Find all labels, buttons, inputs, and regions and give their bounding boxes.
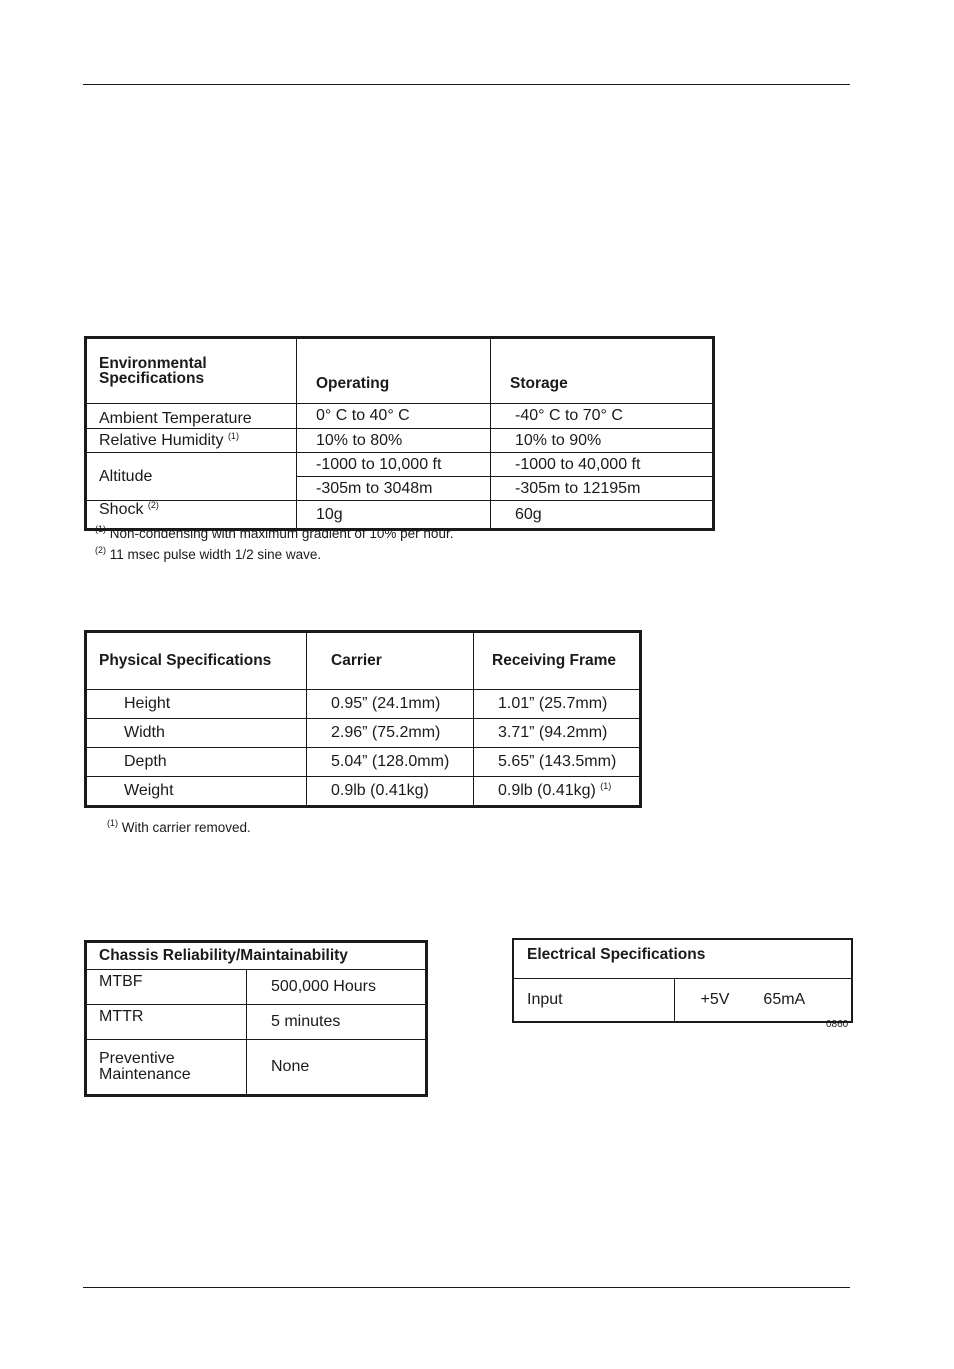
altitude-label: Altitude <box>86 453 297 501</box>
input-current: 65mA <box>763 991 806 1008</box>
phys-header-carrier: Carrier <box>307 632 474 690</box>
env-footnote-1 <box>95 526 453 541</box>
table-row <box>86 719 641 748</box>
env-footnote-2 <box>95 547 321 562</box>
phys-footnote <box>107 820 251 835</box>
footnote-marker: (1) <box>600 781 612 791</box>
footnote-marker: (1) <box>227 430 239 441</box>
table-row <box>86 1040 427 1096</box>
height-carrier: 0.95” (24.1mm) <box>307 690 474 719</box>
preventive-maintenance-label <box>86 1040 247 1096</box>
width-label: Width <box>86 719 307 748</box>
phys-header-receiving-frame: Receiving Frame <box>474 632 641 690</box>
table-row <box>86 1005 427 1040</box>
footer-rule <box>83 1287 850 1288</box>
depth-frame: 5.65” (143.5mm) <box>474 748 641 777</box>
input-label: Input <box>513 979 674 1023</box>
relative-humidity-operating: 10% to 80% <box>297 429 491 453</box>
table-header-row <box>86 942 427 970</box>
mtbf-label: MTBF <box>86 970 247 1005</box>
env-header-operating: Operating <box>297 338 491 404</box>
shock-operating: 10g <box>297 501 491 530</box>
env-header-line1: Environmental <box>99 354 207 372</box>
relative-humidity-cell <box>86 429 297 453</box>
table-row <box>86 970 427 1005</box>
table-row <box>86 453 714 477</box>
table-row <box>86 690 641 719</box>
width-frame: 3.71” (94.2mm) <box>474 719 641 748</box>
weight-frame: 0.9lb (0.41kg) <box>498 782 596 799</box>
footnote-marker: (1) <box>107 818 118 828</box>
ambient-temperature-operating: 0° C to 40° C <box>297 404 491 429</box>
width-carrier: 2.96” (75.2mm) <box>307 719 474 748</box>
table-header-row <box>86 632 641 690</box>
env-header-title <box>86 338 297 404</box>
table-row <box>86 777 641 807</box>
header-rule <box>83 84 850 85</box>
shock-label: Shock <box>99 501 144 518</box>
mttr-value: 5 minutes <box>247 1005 427 1040</box>
electrical-header: Electrical Specifications <box>513 939 852 979</box>
footnote-text: Non-condensing with maximum gradient of 10% per hour. <box>109 526 454 541</box>
input-voltage: +5V <box>700 991 730 1008</box>
depth-label: Depth <box>86 748 307 777</box>
footnote-marker: (2) <box>147 500 159 510</box>
chassis-header: Chassis Reliability/Maintainability <box>86 942 427 970</box>
table-row <box>86 429 714 453</box>
altitude-operating-ft: -1000 to 10,000 ft <box>297 453 491 477</box>
env-header-storage: Storage <box>491 338 714 404</box>
table-header-row <box>513 939 852 979</box>
altitude-operating-m: -305m to 3048m <box>297 477 491 501</box>
altitude-storage-m: -305m to 12195m <box>491 477 714 501</box>
footnote-text: 11 msec pulse width 1/2 sine wave. <box>109 547 322 562</box>
electrical-specifications-table <box>512 938 853 1023</box>
environmental-specifications-table <box>84 336 715 531</box>
ambient-temperature-label: Ambient Temperature <box>86 404 297 429</box>
table-row <box>86 748 641 777</box>
figure-id: 0860 <box>826 1019 849 1030</box>
ambient-temperature-storage: -40° C to 70° C <box>491 404 714 429</box>
preventive-label-line2: Maintenance <box>99 1066 191 1083</box>
footnote-marker: (2) <box>95 545 106 555</box>
footnote-marker: (1) <box>95 524 106 534</box>
relative-humidity-storage: 10% to 90% <box>491 429 714 453</box>
table-row <box>86 404 714 429</box>
chassis-reliability-table <box>84 940 428 1097</box>
preventive-maintenance-value: None <box>247 1040 427 1096</box>
relative-humidity-label: Relative Humidity <box>99 431 224 449</box>
depth-carrier: 5.04” (128.0mm) <box>307 748 474 777</box>
phys-header-title: Physical Specifications <box>86 632 307 690</box>
altitude-storage-ft: -1000 to 40,000 ft <box>491 453 714 477</box>
mtbf-value: 500,000 Hours <box>247 970 427 1005</box>
env-header-line2: Specifications <box>99 370 205 387</box>
mttr-label: MTTR <box>86 1005 247 1040</box>
height-label: Height <box>86 690 307 719</box>
input-value-cell <box>674 979 852 1023</box>
preventive-label-line1: Preventive <box>99 1050 175 1067</box>
height-frame: 1.01” (25.7mm) <box>474 690 641 719</box>
table-header-row <box>86 338 714 404</box>
weight-label: Weight <box>86 777 307 807</box>
physical-specifications-table <box>84 630 642 808</box>
weight-carrier: 0.9lb (0.41kg) <box>307 777 474 807</box>
footnote-text: With carrier removed. <box>121 820 251 835</box>
shock-storage: 60g <box>491 501 714 530</box>
table-row <box>513 979 852 1023</box>
weight-frame-cell <box>474 777 641 807</box>
